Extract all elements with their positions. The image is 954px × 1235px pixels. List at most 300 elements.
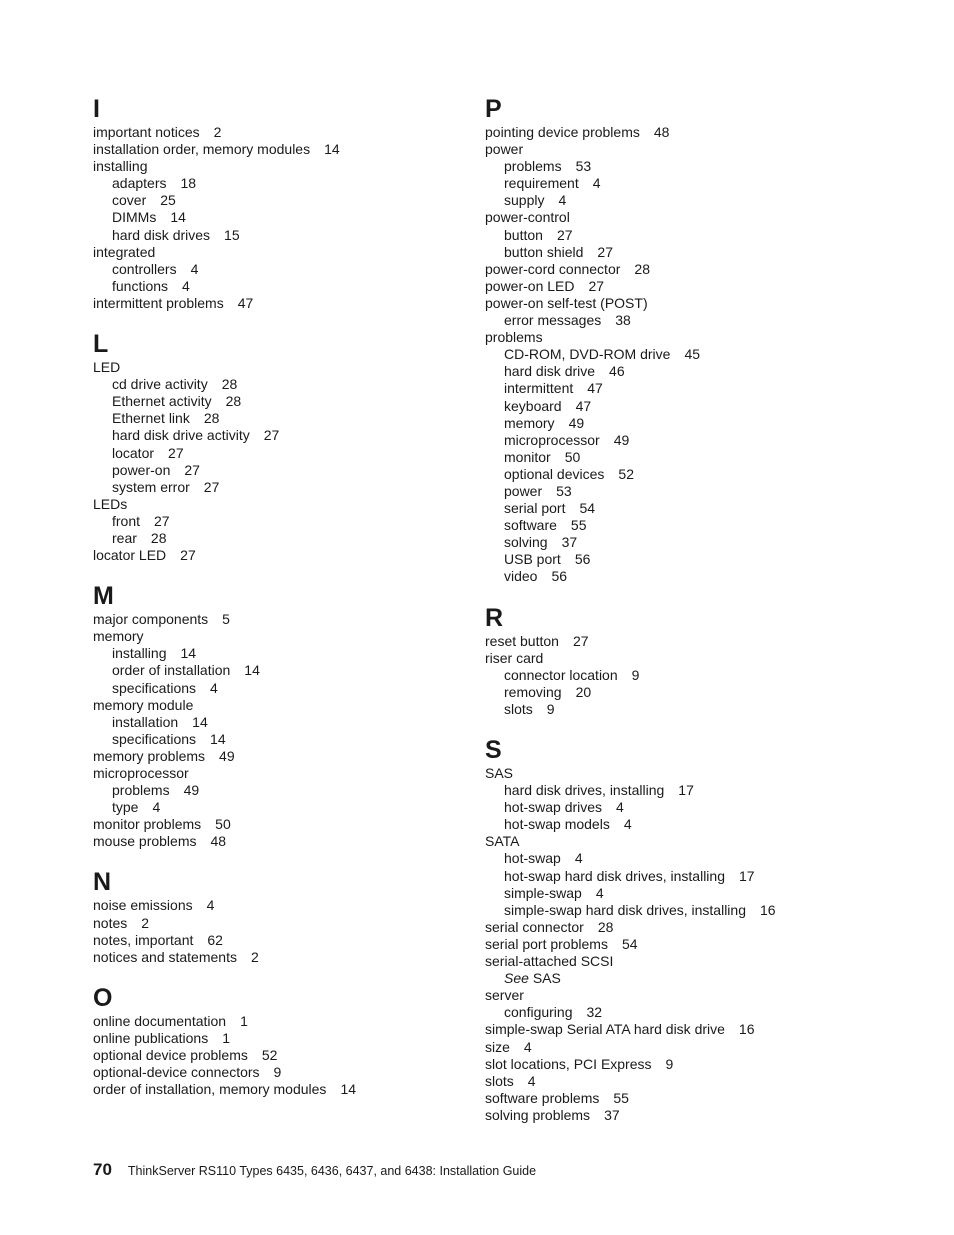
index-entry — [485, 295, 925, 312]
page-reference: 16 — [738, 1021, 755, 1038]
page-reference: 14 — [180, 645, 197, 662]
index-entry — [93, 547, 463, 564]
index-subentry — [485, 816, 925, 833]
page-reference: 47 — [587, 380, 603, 397]
page-reference: 27 — [168, 444, 184, 461]
page-reference: 16 — [760, 901, 776, 918]
index-section-o — [93, 983, 463, 1098]
index-entry — [93, 915, 463, 932]
index-subentry — [485, 312, 925, 329]
index-subentry — [93, 731, 463, 748]
page-reference: 45 — [684, 346, 701, 363]
entry-text: serial port — [504, 500, 566, 517]
index-subentry — [93, 376, 463, 393]
page-reference: 54 — [579, 500, 596, 517]
index-subentry — [93, 445, 463, 462]
section-letter: L — [93, 330, 109, 359]
entry-text: power-on — [112, 461, 171, 478]
entry-text: hard disk drives — [112, 226, 211, 243]
page-reference: 27 — [263, 427, 280, 444]
index-entry — [93, 1030, 463, 1047]
page-reference: 52 — [618, 465, 634, 482]
index-subentry — [93, 479, 463, 496]
entry-text: problems — [485, 329, 543, 346]
page-reference: 28 — [221, 376, 238, 393]
entry-text: simple-swap Serial ATA hard disk drive — [485, 1021, 725, 1038]
entry-text: serial connector — [485, 918, 584, 935]
index-subentry — [485, 970, 925, 987]
entry-text: button shield — [504, 243, 584, 260]
entry-text: power-control — [485, 209, 570, 226]
entry-text: optional device problems — [93, 1047, 248, 1064]
entry-text: monitor problems — [93, 816, 202, 833]
page-reference: 27 — [588, 277, 605, 294]
page-reference: 14 — [170, 209, 186, 226]
index-section-i — [93, 94, 463, 312]
entry-text: reset button — [485, 632, 559, 649]
entry-text: system error — [112, 478, 190, 495]
entry-text: cover — [112, 192, 147, 209]
index-entry — [93, 244, 463, 261]
entry-text: mouse problems — [93, 833, 197, 850]
page-reference: 9 — [631, 666, 640, 683]
index-entry — [485, 987, 925, 1004]
entry-text: Ethernet activity — [112, 393, 212, 410]
index-entry — [485, 1021, 925, 1038]
page-reference: 17 — [739, 867, 755, 884]
page-reference: 28 — [225, 393, 242, 410]
page-reference: 4 — [523, 1038, 532, 1055]
page-reference: 4 — [616, 799, 624, 816]
index-subentry — [93, 278, 463, 295]
page-reference: 52 — [261, 1047, 278, 1064]
index-subentry — [485, 398, 925, 415]
entry-text: SAS — [532, 970, 561, 987]
entry-text: hot-swap models — [504, 816, 610, 833]
index-subentry — [93, 410, 463, 427]
entry-text: power-on self-test (POST) — [485, 294, 648, 311]
entry-text: microprocessor — [93, 765, 189, 781]
index-section-r — [485, 603, 925, 718]
index-entry — [485, 650, 925, 667]
page-reference: 48 — [210, 833, 227, 850]
page-reference: 4 — [595, 884, 604, 901]
entry-text: supply — [504, 192, 545, 209]
page-reference: 4 — [206, 897, 215, 914]
page-reference: 28 — [634, 260, 650, 277]
entry-text: problems — [504, 158, 562, 175]
entry-text: specifications — [112, 730, 197, 747]
page-reference: 53 — [556, 482, 572, 499]
index-subentry — [485, 782, 925, 799]
entry-text: problems — [112, 782, 170, 799]
index-entry — [485, 833, 925, 850]
index-subentry — [485, 902, 925, 919]
page-reference: 62 — [207, 931, 223, 948]
index-section-l — [93, 329, 463, 564]
index-subentry — [485, 517, 925, 534]
entry-text: notes — [93, 914, 128, 931]
entry-text: cd drive activity — [112, 376, 208, 393]
index-entry — [93, 1081, 463, 1098]
index-subentry — [93, 393, 463, 410]
entry-text: USB port — [504, 551, 561, 568]
index-subentry — [93, 782, 463, 799]
page-reference: 4 — [190, 260, 199, 277]
page-reference: 4 — [527, 1072, 536, 1089]
index-subentry — [485, 799, 925, 816]
section-letter: R — [485, 603, 504, 632]
index-entry — [485, 261, 925, 278]
page-reference: 9 — [665, 1055, 674, 1072]
page-reference: 4 — [182, 277, 190, 294]
entry-text: type — [112, 799, 139, 816]
index-subentry — [485, 192, 925, 209]
entry-text: microprocessor — [504, 431, 600, 448]
index-entry — [93, 816, 463, 833]
index-entry — [93, 1064, 463, 1081]
index-subentry — [93, 799, 463, 816]
page-reference: 47 — [575, 397, 592, 414]
index-entry — [93, 1013, 463, 1030]
index-entry — [93, 158, 463, 175]
entry-text: solving problems — [485, 1106, 591, 1123]
page-reference: 37 — [604, 1106, 620, 1123]
section-letter: O — [93, 983, 113, 1012]
index-entry — [93, 141, 463, 158]
page-reference: 4 — [574, 850, 583, 867]
entry-text: slots — [504, 700, 533, 717]
index-subentry — [485, 244, 925, 261]
page-reference: 9 — [273, 1064, 282, 1081]
entry-text: noise emissions — [93, 897, 193, 914]
index-entry — [93, 124, 463, 141]
page-reference: 4 — [623, 816, 632, 833]
page-reference: 37 — [561, 534, 578, 551]
index-section-n — [93, 867, 463, 965]
entry-text: installation order, memory modules — [93, 141, 311, 158]
index-subentry — [485, 227, 925, 244]
page-reference: 54 — [621, 935, 638, 952]
entry-text: controllers — [112, 260, 177, 277]
index-subentry — [485, 415, 925, 432]
page-reference: 27 — [556, 226, 573, 243]
index-entry — [93, 1047, 463, 1064]
page-reference: 2 — [213, 124, 222, 140]
index-entry — [485, 329, 925, 346]
entry-text: power — [485, 141, 524, 158]
entry-text: locator LED — [93, 547, 167, 564]
page-reference: 14 — [324, 141, 340, 158]
index-subentry — [485, 1004, 925, 1021]
entry-text: hot-swap hard disk drives, installing — [504, 867, 725, 884]
page-reference: 27 — [597, 243, 613, 260]
page-reference: 32 — [586, 1004, 603, 1021]
page-reference: 17 — [678, 782, 694, 799]
page-reference: 18 — [180, 175, 197, 192]
index-subentry — [485, 701, 925, 718]
entry-text: intermittent problems — [93, 294, 224, 311]
page-reference: 14 — [340, 1081, 357, 1098]
index-subentry — [93, 261, 463, 278]
page-reference: 28 — [150, 529, 167, 546]
page-reference: 27 — [180, 547, 196, 564]
entry-text: LED — [93, 359, 121, 376]
entry-text: DIMMs — [112, 209, 157, 226]
index-entry — [485, 953, 925, 970]
entry-text: slots — [485, 1072, 514, 1089]
index-entry — [485, 278, 925, 295]
index-subentry — [485, 868, 925, 885]
page-number: 70 — [93, 1160, 112, 1179]
index-entry — [485, 633, 925, 650]
page-reference: 4 — [592, 175, 601, 192]
entry-text: riser card — [485, 649, 544, 666]
page-reference: 48 — [653, 124, 670, 140]
entry-text: hard disk drives, installing — [504, 782, 665, 799]
index-entry — [485, 919, 925, 936]
page-reference: 14 — [244, 662, 260, 679]
index-entry — [485, 936, 925, 953]
entry-text: serial-attached SCSI — [485, 953, 614, 970]
index-subentry — [485, 850, 925, 867]
page-reference: 28 — [597, 918, 614, 935]
index-section-m — [93, 581, 463, 850]
entry-text: integrated — [93, 243, 156, 260]
entry-text: button — [504, 226, 543, 243]
section-letter: I — [93, 95, 100, 123]
index-entry — [485, 141, 925, 158]
entry-text: power-on LED — [485, 277, 575, 294]
index-subentry — [485, 500, 925, 517]
section-letter: M — [93, 582, 114, 611]
entry-text: major components — [93, 611, 209, 628]
index-entry — [93, 359, 463, 376]
page-reference: 27 — [154, 512, 170, 529]
index-subentry — [93, 175, 463, 192]
index-entry — [93, 748, 463, 765]
index-subentry — [485, 380, 925, 397]
index-entry — [93, 932, 463, 949]
page-reference: 27 — [184, 461, 200, 478]
entry-text: functions — [112, 277, 169, 294]
entry-text: intermittent — [504, 380, 574, 397]
index-subentry — [93, 192, 463, 209]
page-reference: 55 — [613, 1089, 629, 1106]
entry-text: Ethernet link — [112, 410, 190, 427]
page-reference: 49 — [183, 782, 200, 799]
entry-text: order of installation — [112, 662, 231, 679]
entry-text: order of installation, memory modules — [93, 1081, 327, 1098]
page-reference: 47 — [237, 294, 254, 311]
entry-text: serial port problems — [485, 935, 608, 952]
index-entry — [93, 897, 463, 914]
entry-text: hard disk drive activity — [112, 427, 250, 444]
page-reference: 5 — [222, 611, 230, 628]
page-reference: 55 — [570, 517, 587, 534]
index-entry — [93, 496, 463, 513]
page-reference: 9 — [546, 700, 555, 717]
entry-text: simple-swap hard disk drives, installing — [504, 901, 746, 918]
page-reference: 25 — [160, 192, 176, 209]
section-letter: N — [93, 868, 112, 897]
index-subentry — [485, 158, 925, 175]
index-subentry — [485, 667, 925, 684]
index-subentry — [93, 462, 463, 479]
entry-text: installing — [93, 158, 148, 175]
page-reference: 38 — [615, 312, 631, 329]
entry-text: configuring — [504, 1004, 573, 1021]
page-reference: 20 — [575, 683, 592, 700]
index-subentry — [485, 885, 925, 902]
page-reference: 49 — [219, 747, 235, 764]
index-entry — [93, 611, 463, 628]
index-subentry — [485, 363, 925, 380]
page-reference: 27 — [572, 632, 589, 649]
entry-text: notices and statements — [93, 948, 237, 965]
entry-text: SAS — [485, 765, 514, 781]
entry-text: hard disk drive — [504, 363, 596, 380]
entry-text: hot-swap — [504, 850, 561, 867]
entry-text: installation — [112, 713, 179, 730]
entry-text: memory module — [93, 696, 194, 713]
index-subentry — [93, 645, 463, 662]
entry-text: optional devices — [504, 465, 605, 482]
entry-text: important notices — [93, 124, 200, 140]
page-reference: 2 — [141, 914, 150, 931]
index-entry — [93, 295, 463, 312]
page-reference: 53 — [575, 158, 592, 175]
entry-text: power — [504, 482, 543, 499]
index-subentry — [93, 680, 463, 697]
index-subentry — [93, 209, 463, 226]
entry-text: notes, important — [93, 931, 194, 948]
index-entry — [93, 697, 463, 714]
index-subentry — [485, 551, 925, 568]
index-subentry — [485, 534, 925, 551]
entry-text: software — [504, 517, 557, 534]
index-subentry — [485, 432, 925, 449]
entry-text: monitor — [504, 448, 551, 465]
index-subentry — [485, 568, 925, 585]
entry-text: SATA — [485, 833, 520, 850]
entry-text: locator — [112, 444, 155, 461]
index-subentry — [93, 427, 463, 444]
entry-text: CD-ROM, DVD-ROM drive — [504, 346, 671, 363]
index-entry — [485, 765, 925, 782]
entry-text: memory problems — [93, 747, 206, 764]
index-entry — [93, 949, 463, 966]
index-entry — [485, 209, 925, 226]
entry-text: solving — [504, 534, 548, 551]
entry-text: front — [112, 512, 141, 529]
index-subentry — [485, 346, 925, 363]
document-title: ThinkServer RS110 Types 6435, 6436, 6437, and 6438: Installation Guide — [127, 1164, 537, 1178]
see-reference: See — [504, 970, 529, 987]
entry-text: removing — [504, 683, 562, 700]
entry-text: hot-swap drives — [504, 799, 603, 816]
entry-text: online documentation — [93, 1012, 227, 1029]
index-entry — [93, 628, 463, 645]
page-reference: 4 — [152, 799, 161, 816]
entry-text: adapters — [112, 175, 167, 192]
index-entry — [485, 1073, 925, 1090]
entry-text: memory — [504, 414, 555, 431]
page-reference: 56 — [551, 568, 568, 585]
page-reference: 4 — [210, 679, 218, 696]
index-subentry — [485, 483, 925, 500]
entry-text: online publications — [93, 1029, 209, 1046]
page-reference: 1 — [222, 1029, 230, 1046]
page-reference: 49 — [568, 414, 585, 431]
section-letter: S — [485, 736, 502, 764]
page-reference: 2 — [250, 948, 259, 965]
page-reference: 4 — [558, 192, 567, 209]
index-entry — [485, 1039, 925, 1056]
index-column-left — [93, 94, 463, 1115]
page-reference: 1 — [240, 1012, 248, 1029]
entry-text: server — [485, 987, 524, 1004]
index-entry — [93, 765, 463, 782]
entry-text: LEDs — [93, 495, 128, 512]
page-reference: 46 — [609, 363, 625, 380]
page-reference: 50 — [215, 816, 231, 833]
index-entry — [485, 1107, 925, 1124]
entry-text: memory — [93, 628, 144, 645]
index-subentry — [93, 714, 463, 731]
index-subentry — [93, 530, 463, 547]
entry-text: video — [504, 568, 538, 585]
index-entry — [485, 1056, 925, 1073]
page-reference: 14 — [192, 713, 208, 730]
page-footer — [93, 1160, 536, 1180]
page-reference: 27 — [203, 478, 220, 495]
index-subentry — [93, 662, 463, 679]
index-column-right — [485, 94, 925, 1141]
entry-text: pointing device problems — [485, 124, 640, 140]
entry-text: power-cord connector — [485, 260, 621, 277]
entry-text: slot locations, PCI Express — [485, 1055, 652, 1072]
page-reference: 28 — [203, 410, 220, 427]
index-subentry — [485, 449, 925, 466]
index-subentry — [485, 466, 925, 483]
page-reference: 14 — [210, 730, 226, 747]
entry-text: installing — [112, 645, 167, 662]
page-reference: 56 — [574, 551, 591, 568]
entry-text: optional-device connectors — [93, 1064, 260, 1081]
index-section-p — [485, 94, 925, 586]
index-subentry — [485, 684, 925, 701]
entry-text: simple-swap — [504, 884, 582, 901]
entry-text: specifications — [112, 679, 197, 696]
index-subentry — [485, 175, 925, 192]
index-entry — [485, 124, 925, 141]
index-section-s — [485, 735, 925, 1124]
index-entry — [485, 1090, 925, 1107]
index-subentry — [93, 513, 463, 530]
entry-text: connector location — [504, 666, 618, 683]
page-reference: 49 — [613, 431, 630, 448]
entry-text: software problems — [485, 1089, 600, 1106]
index-entry — [93, 833, 463, 850]
page-reference: 15 — [224, 226, 240, 243]
entry-text: error messages — [504, 312, 602, 329]
entry-text: requirement — [504, 175, 579, 192]
entry-text: rear — [112, 529, 137, 546]
page-reference: 50 — [564, 448, 581, 465]
section-letter: P — [485, 95, 502, 123]
index-subentry — [93, 227, 463, 244]
